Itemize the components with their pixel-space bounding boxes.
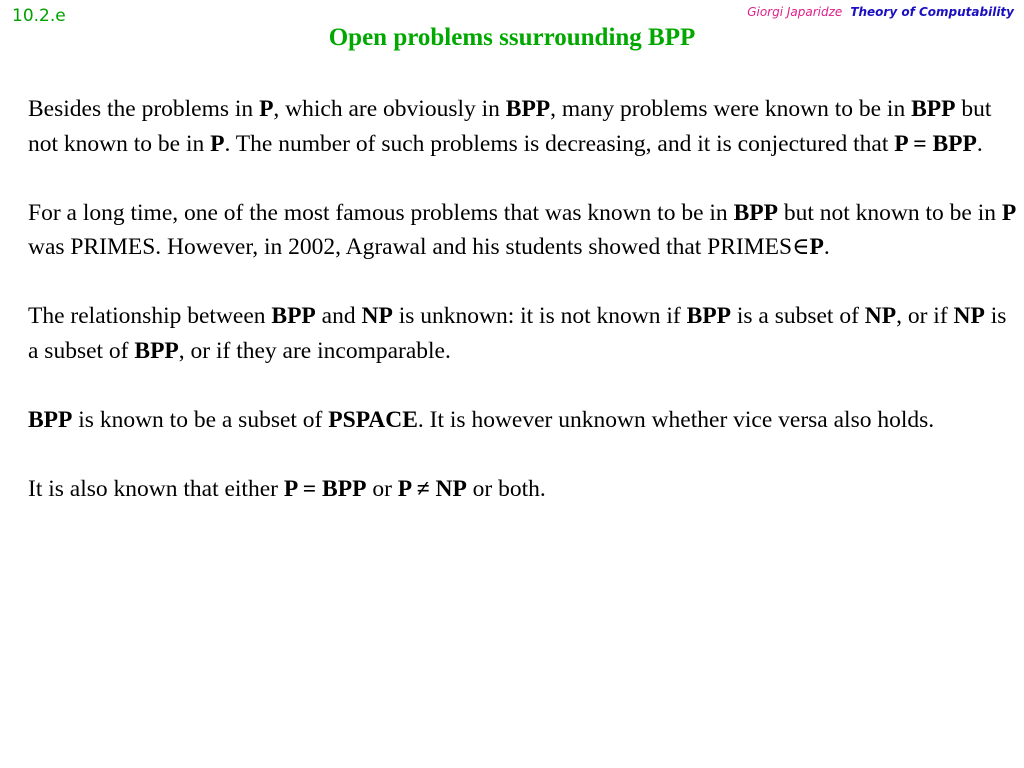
bold-term: BPP xyxy=(271,303,316,329)
text-run: Besides the problems in xyxy=(28,96,260,122)
text-run: . xyxy=(976,130,983,157)
bold-term: BPP xyxy=(733,199,778,226)
text-run: is known to be a subset of xyxy=(72,406,329,433)
bold-term: BPP xyxy=(505,96,551,122)
text-run: but not known to be in xyxy=(28,96,992,157)
paragraph-conclusion xyxy=(28,472,1018,507)
text-run: , many problems were known to be in xyxy=(550,96,912,122)
bold-term: P = BPP xyxy=(283,475,367,502)
bold-term: P = BPP xyxy=(894,130,977,157)
bold-term: P xyxy=(809,234,824,260)
text-run: The relationship between xyxy=(28,303,272,329)
text-run: It is also known that either xyxy=(28,475,284,502)
text-run: . xyxy=(823,234,830,260)
bold-term: NP xyxy=(953,303,985,329)
text-run: , or if they are incomparable. xyxy=(178,337,451,364)
header-credits xyxy=(747,5,1014,19)
text-run: . It is however unknown whether vice versa also holds. xyxy=(417,406,935,433)
bold-term: BPP xyxy=(28,406,73,433)
slide-title: Open problems ssurrounding BPP xyxy=(328,24,696,51)
text-run: is unknown: it is not known if xyxy=(392,303,687,329)
text-run: is a subset of xyxy=(28,303,1007,364)
text-run: but not known to be in xyxy=(777,199,1002,226)
bold-term: P xyxy=(210,130,225,157)
text-run: or xyxy=(366,475,398,502)
slide-body xyxy=(28,92,1018,541)
bold-term: P xyxy=(259,96,274,122)
bold-term: PSPACE xyxy=(328,406,418,433)
text-run: and xyxy=(315,303,362,329)
bold-term: NP xyxy=(864,303,897,329)
text-run: or both. xyxy=(466,475,546,502)
paragraph-bpp-pspace xyxy=(28,403,1018,438)
author-name: Giorgi Japaridze xyxy=(747,5,843,19)
paragraph-p-equals-bpp xyxy=(28,92,1018,161)
course-title: Theory of Computability xyxy=(850,5,1014,19)
bold-term: BPP xyxy=(686,303,731,329)
text-run: , or if xyxy=(896,303,954,329)
text-run: . The number of such problems is decreasing, and it is conjectured that xyxy=(224,130,895,157)
bold-term: P xyxy=(1001,199,1017,226)
text-run: For a long time, one of the most famous problems that was known to be in xyxy=(28,199,734,226)
paragraph-primes xyxy=(28,196,1018,265)
paragraph-bpp-np xyxy=(28,299,1018,368)
bold-term: BPP xyxy=(134,337,179,364)
text-run: , which are obviously in xyxy=(273,96,506,122)
bold-term: NP xyxy=(361,303,393,329)
bold-term: P ≠ NP xyxy=(397,475,467,502)
text-run: is a subset of xyxy=(730,303,865,329)
text-run: was PRIMES. However, in 2002, Agrawal and his students showed that PRIMES∈ xyxy=(28,234,810,260)
bold-term: BPP xyxy=(911,96,956,122)
slide-number: 10.2.e xyxy=(12,6,66,26)
